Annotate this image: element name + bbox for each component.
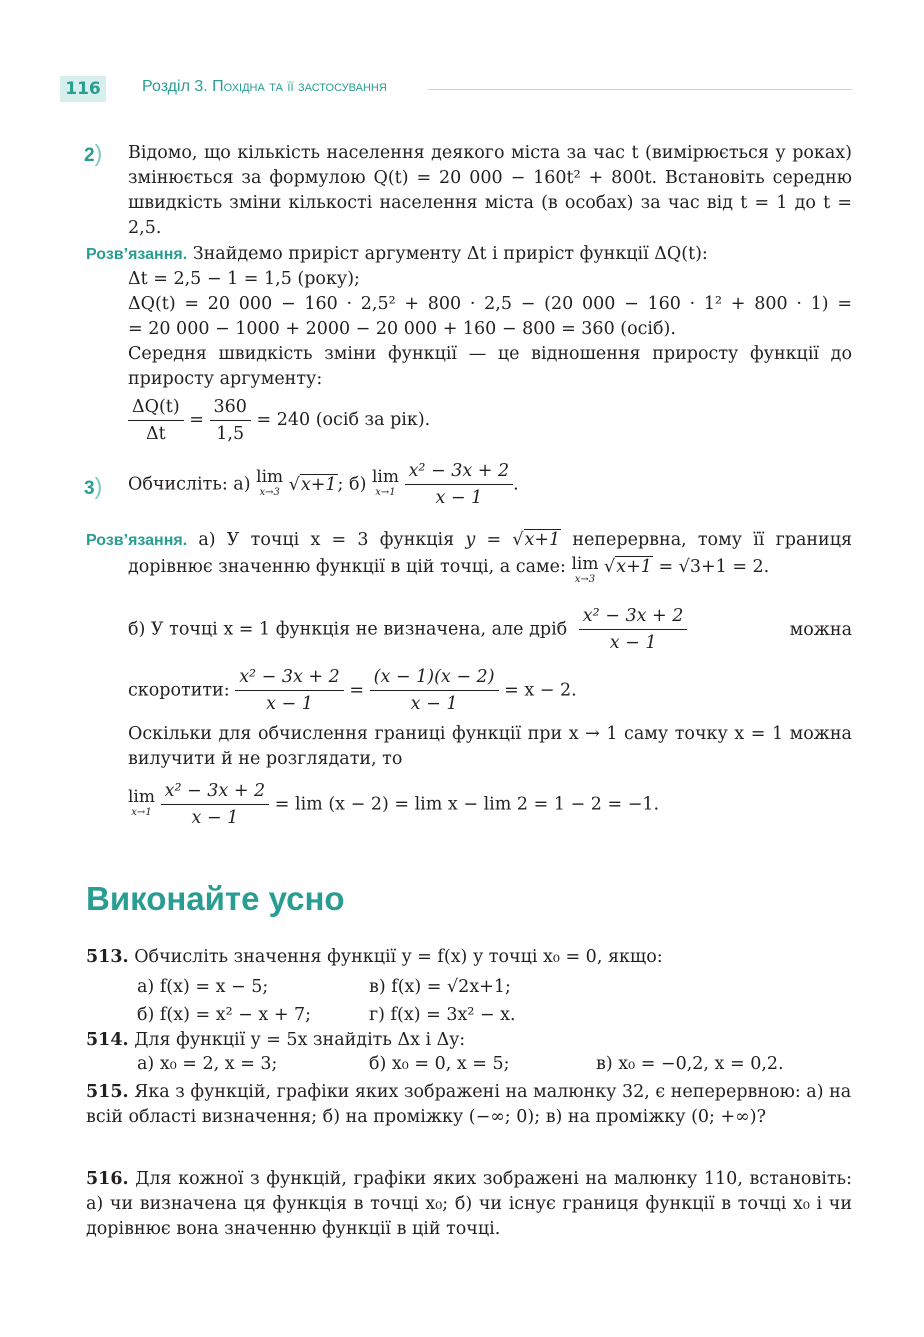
- delta-t-line: Δt = 2,5 − 1 = 1,5 (року);: [128, 269, 360, 289]
- chapter-heading: [142, 78, 387, 96]
- exercise-513-g: г) f(x) = 3x² − x.: [369, 1005, 516, 1025]
- solution-label: Розв’язання.: [86, 246, 188, 263]
- exercise-514: 514. Для функції y = 5x знайдіть Δx і Δy:: [86, 1030, 466, 1050]
- task3-simplify: скоротити: $\frac{\text{x² − 3x + 2}}{x - 1}$ = $\frac{(x - 1)(x - 2)}{x - 1}$ = x − 2.: [128, 664, 577, 717]
- exercise-514-b: б) x₀ = 0, x = 5;: [369, 1054, 510, 1074]
- task-number-2: 2): [84, 140, 103, 166]
- task3-statement: Обчисліть: а) lim x→3 √x+1; б) lim x→1 $\frac{\text{x² − 3x + 2}}{x - 1}$ .: [128, 458, 519, 511]
- average-rate-text: Середня швидкість зміни функції — це відношення приросту функції до приросту аргументу:: [128, 344, 852, 389]
- exercise-515: 515. Яка з функцій, графіки яких зображені на малюнку 32, є неперервною: а) на всій області визначення; б) на проміжку (−∞; 0); в) на проміжку (0; +∞)?: [86, 1082, 852, 1127]
- section-title: Виконайте усно: [86, 880, 345, 917]
- task-number-3: 3): [84, 473, 103, 499]
- task2-solution-intro: [86, 242, 852, 267]
- page-header: [60, 76, 852, 102]
- exercise-514-v: в) x₀ = −0,2, x = 0,2.: [596, 1054, 784, 1074]
- quadratic-fraction: $\frac{\text{x² − 3x + 2}}{x - 1}$: [405, 458, 514, 511]
- average-rate-result: = 240 (осіб за рік).: [256, 410, 431, 430]
- solution-intro-text: Знайдемо приріст аргументу Δt і приріст функції ΔQ(t):: [192, 244, 708, 264]
- exercise-513-b: б) f(x) = x² − x + 7;: [137, 1005, 312, 1025]
- exercise-513: 513. Обчисліть значення функції y = f(x) у точці x₀ = 0, якщо:: [86, 947, 663, 967]
- chapter-label: Розділ 3.: [142, 78, 208, 95]
- page-number: 116: [60, 76, 106, 102]
- task3-solution-a: Розв’язання. а) У точці x = 3 функція y = √x+1 неперервна, тому її границя: [86, 530, 853, 550]
- task3-solution-a-cont: дорівнює значенню функції в цій точці, а саме: lim x→3 √x+1 = √3+1 = 2.: [128, 554, 770, 585]
- chapter-title: Похідна та її застосування: [212, 78, 387, 95]
- fraction-dq-dt: $\frac{\Delta Q(t)}{\Delta t}$: [128, 394, 184, 447]
- delta-q-line: ΔQ(t) = 20 000 − 160 · 2,5² + 800 · 2,5 − (20 000 − 160 · 1² + 800 · 1) =: [128, 294, 852, 314]
- fraction-360-1-5: $\frac{360}{1,5}$: [210, 394, 251, 447]
- exercise-516: 516. Для кожної з функцій, графіки яких зображені на малюнку 110, встановіть: а) чи визначена ця функція в точці x₀; б) чи існує границя функції в точці x₀ і чи дорівнює вона значенню функції в цій точці.: [86, 1169, 852, 1239]
- sqrt-expression: √x+1: [288, 474, 337, 495]
- average-rate-formula: $\frac{\Delta Q(t)}{\Delta t}$ = $\frac{360}{1,5}$ = 240 (осіб за рік).: [128, 394, 430, 447]
- exercise-513-v: в) f(x) = √2x+1;: [369, 977, 511, 997]
- task3-final-chain: lim x→1 $\frac{\text{x² − 3x + 2}}{x - 1}$ = lim (x − 2) = lim x − lim 2 = 1 − 2 = −1.: [128, 778, 659, 831]
- limit-operator: lim x→1: [371, 466, 399, 498]
- task3-solution-b: б) У точці x = 1 функція не визначена, але дріб $\frac{\text{x² − 3x + 2}}{x - 1}$ можна: [128, 603, 852, 656]
- limit-operator: lim x→3: [256, 466, 284, 498]
- exercise-514-a: а) x₀ = 2, x = 3;: [137, 1054, 278, 1074]
- task2-statement: Відомо, що кількість населення деякого міста за час t (вимірюється у роках) змінюється за формулою Q(t) = 20 000 − 160t² + 800t. Встановіть середню швидкість зміни кількості населення міста (в особах) за час від t = 1 до t = 2,5.: [128, 143, 852, 238]
- exercise-513-a: а) f(x) = x − 5;: [137, 977, 269, 997]
- task3-explanation: Оскільки для обчислення границі функції при x → 1 саму точку x = 1 можна вилучити й не розглядати, то: [128, 724, 852, 769]
- delta-q-result-line: = 20 000 − 1000 + 2000 − 20 000 + 160 − 800 = 360 (осіб).: [128, 319, 676, 339]
- header-rule: [428, 89, 852, 90]
- factored-fraction: $\frac{(x - 1)(x - 2)}{x - 1}$: [370, 664, 499, 717]
